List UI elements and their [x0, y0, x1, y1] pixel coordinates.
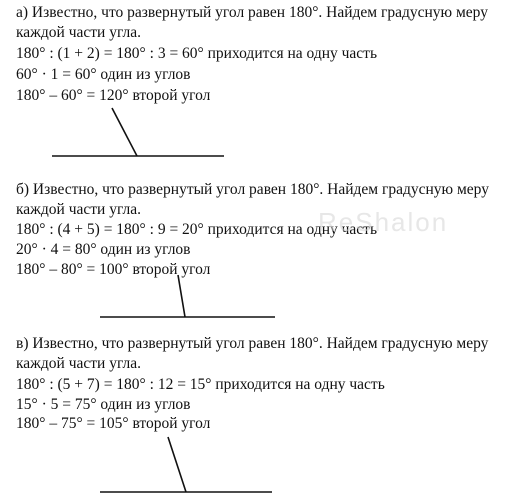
part-c-line-5: 180° – 75° = 105° второй угол — [16, 415, 211, 432]
angle-b-ray — [178, 275, 185, 317]
angle-figure-c — [100, 437, 272, 492]
angle-a-ray — [112, 108, 137, 156]
part-c-line-1: в) Известно, что развернутый угол равен 180°. Найдем градусную меру — [16, 335, 489, 352]
part-b-line-4: 20° · 4 = 80° один из углов — [16, 241, 191, 258]
angle-figure-a — [52, 108, 224, 156]
part-a-line-3: 180° : (1 + 2) = 180° : 3 = 60° приходится на одну часть — [16, 45, 378, 62]
part-b-line-3: 180° : (4 + 5) = 180° : 9 = 20° приходится на одну часть — [16, 221, 378, 238]
part-b-line-1: б) Известно, что развернутый угол равен 180°. Найдем градусную меру — [16, 181, 489, 198]
part-a-line-2: каждой части угла. — [16, 24, 141, 41]
part-a-line-1: а) Известно, что развернутый угол равен 180°. Найдем градусную меру — [16, 4, 488, 21]
part-c-line-2: каждой части угла. — [16, 355, 141, 372]
part-b-line-2: каждой части угла. — [16, 201, 141, 218]
part-c-line-3: 180° : (5 + 7) = 180° : 12 = 15° приходится на одну часть — [16, 376, 385, 393]
part-a-line-4: 60° · 1 = 60° один из углов — [16, 66, 191, 83]
part-c-line-4: 15° · 5 = 75° один из углов — [16, 396, 191, 413]
angle-c-ray — [168, 437, 186, 492]
watermark: ReShalon — [318, 207, 449, 237]
part-a-line-5: 180° – 60° = 120° второй угол — [16, 87, 211, 104]
angle-figure-b — [100, 275, 275, 317]
part-b-line-5: 180° – 80° = 100° второй угол — [16, 261, 211, 278]
